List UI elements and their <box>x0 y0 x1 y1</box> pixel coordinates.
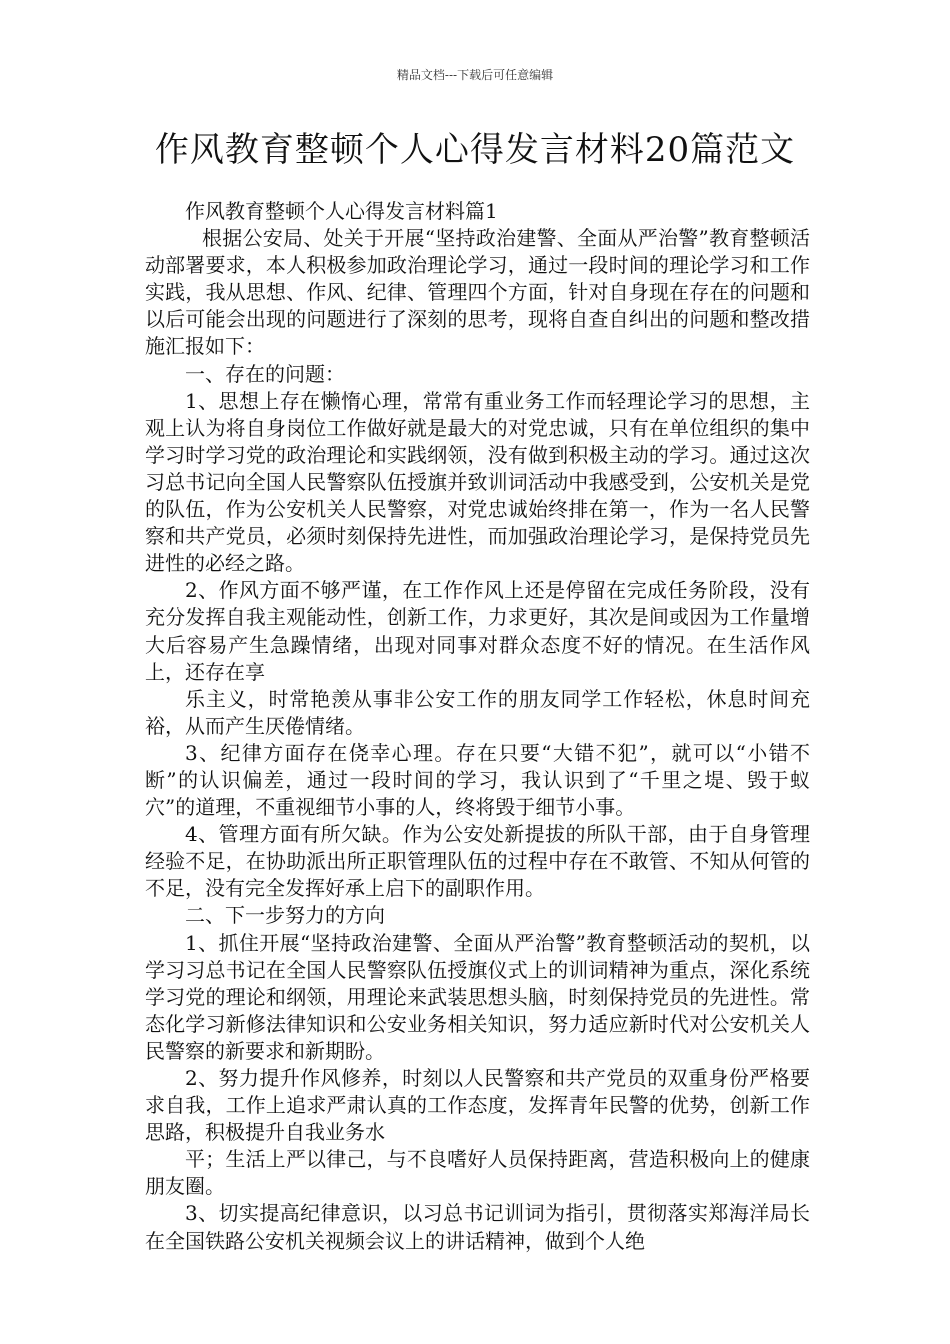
section-heading: 一、存在的问题： <box>185 361 345 386</box>
section-heading: 二、下一步努力的方向 <box>185 903 385 928</box>
paragraph: 3、纪律方面存在侥幸心理。存在只要“大错不犯”，就可以“小错不断”的认识偏差，通过一段时间的学习，我认识到了“千里之堤、毁于蚁穴”的道理，不重视细节小事的人，终将毁于细节小事。 <box>145 740 810 820</box>
section-heading: 作风教育整顿个人心得发言材料篇1 <box>185 199 498 223</box>
document-body <box>145 198 810 1255</box>
paragraph: 1、思想上存在懒惰心理，常常有重业务工作而轻理论学习的思想，主观上认为将自身岗位工作做好就是最大的对党忠诚，只有在单位组织的集中学习时学习党的政治理论和实践纲领，没有做到积极主动的学习。通过这次习总书记向全国人民警察队伍授旗并致训词活动中我感受到，公安机关是党的队伍，作为公安机关人民警察，对党忠诚始终排在第一，作为一名人民警察和共产党员，必须时刻保持先进性，而加强政治理论学习，是保持党员先进性的必经之路。 <box>145 388 810 576</box>
paragraph: 3、切实提高纪律意识，以习总书记训词为指引，贯彻落实郑海洋局长在全国铁路公安机关视频会议上的讲话精神，做到个人绝 <box>145 1201 810 1253</box>
document-title: 作风教育整顿个人心得发言材料20篇范文 <box>154 130 796 170</box>
paragraph: 1、抓住开展“坚持政治建警、全面从严治警”教育整顿活动的契机，以学习习总书记在全国人民警察队伍授旗仪式上的训词精神为重点，深化系统学习党的理论和纲领，用理论来武装思想头脑，时刻保持党员的先进性。常态化学习新修法律知识和公安业务相关知识，努力适应新时代对公安机关人民警察的新要求和新期盼。 <box>145 930 810 1063</box>
paragraph: 2、作风方面不够严谨，在工作作风上还是停留在完成任务阶段，没有充分发挥自我主观能动性，创新工作，力求更好，其次是间或因为工作量增大后容易产生急躁情绪，出现对同事对群众态度不好的情况。在生活作风上，还存在享 <box>145 578 810 684</box>
paragraph: 4、管理方面有所欠缺。作为公安处新提拔的所队干部，由于自身管理经验不足，在协助派出所正职管理队伍的过程中存在不敢管、不知从何管的不足，没有完全发挥好承上启下的副职作用。 <box>145 822 810 901</box>
paragraph: 2、努力提升作风修养，时刻以人民警察和共产党员的双重身份严格要求自我，工作上追求严肃认真的工作态度，发挥青年民警的优势，创新工作思路，积极提升自我业务水 <box>145 1066 810 1145</box>
paragraph: 乐主义，时常艳羡从事非公安工作的朋友同学工作轻松，休息时间充裕，从而产生厌倦情绪。 <box>145 686 810 738</box>
paragraph: 平；生活上严以律己，与不良嗜好人员保持距离，营造积极向上的健康朋友圈。 <box>145 1147 810 1199</box>
header-note: 精品文档---下载后可任意编辑 <box>396 68 554 82</box>
paragraph: 根据公安局、处关于开展“坚持政治建警、全面从严治警”教育整顿活动部署要求，本人积极参加政治理论学习，通过一段时间的理论学习和工作实践，我从思想、作风、纪律、管理四个方面，针对自身现在存在的问题和以后可能会出现的问题进行了深刻的思考，现将自查自纠出的问题和整改措施汇报如下： <box>145 226 810 359</box>
